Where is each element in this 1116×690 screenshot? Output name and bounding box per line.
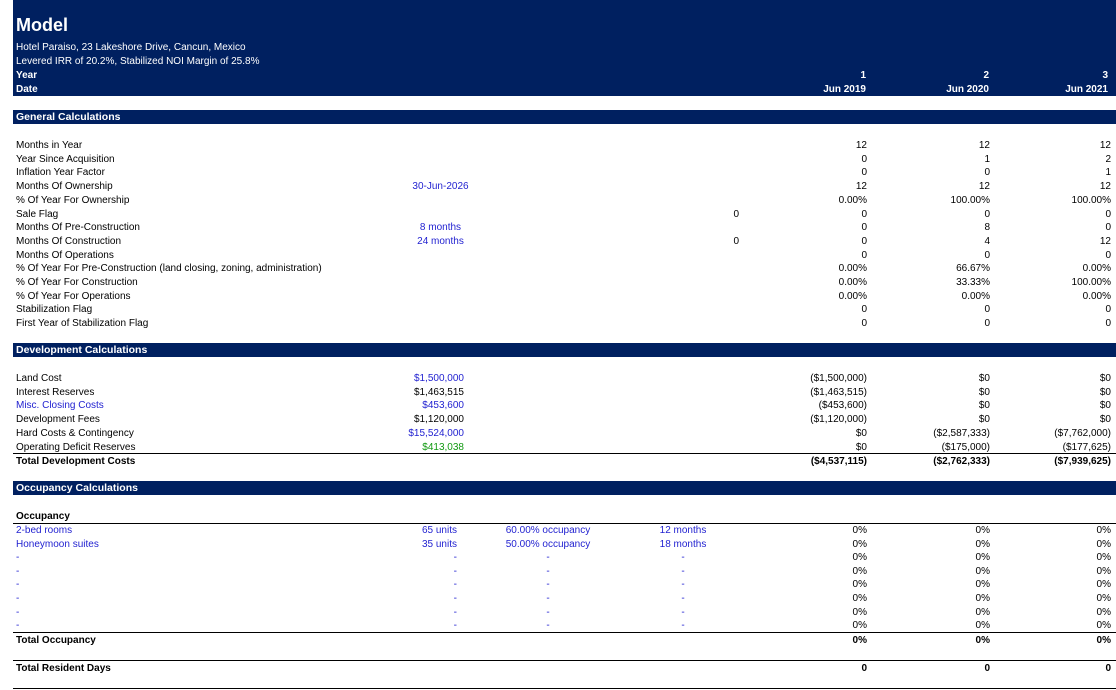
year-2-value[interactable]: 0	[984, 663, 990, 674]
row-label: % Of Year For Construction	[16, 277, 138, 288]
year-2-value[interactable]: ($2,587,333)	[933, 427, 990, 439]
year-1-value[interactable]: 0%	[852, 606, 867, 618]
total-divider	[13, 453, 1116, 454]
months-input[interactable]: 18 months	[659, 538, 707, 550]
row-label: % Of Year For Pre-Construction (land closing, zoning, administration)	[16, 263, 322, 275]
occupancy-input[interactable]: -	[546, 620, 550, 632]
year-3-value[interactable]: ($7,762,000)	[1054, 427, 1111, 439]
year-1-value[interactable]: 12	[855, 181, 867, 193]
units-input[interactable]: -	[453, 565, 457, 577]
year-2-value[interactable]: 0%	[975, 525, 990, 536]
row-label: Total Occupancy	[16, 635, 96, 646]
year-2-value[interactable]: ($2,762,333)	[933, 456, 990, 467]
year-1-value[interactable]: 0.00%	[838, 290, 867, 302]
months-input[interactable]: -	[681, 552, 685, 564]
return-metrics: Levered IRR of 20.2%, Stabilized NOI Margin of 25.8%	[16, 56, 260, 67]
room-type-label[interactable]: -	[16, 565, 20, 577]
subheading-label: Occupancy	[16, 511, 70, 522]
occupancy-row[interactable]	[13, 606, 1116, 619]
input-value[interactable]: $1,500,000	[413, 373, 464, 384]
year-2-value[interactable]: 0	[984, 208, 990, 220]
year-2-value[interactable]: 0%	[975, 538, 990, 550]
row-label: Total Development Costs	[16, 456, 136, 467]
development-row[interactable]	[13, 413, 1116, 426]
row-label: Months Of Pre-Construction	[16, 222, 140, 234]
total-resident-days-row[interactable]	[13, 662, 1116, 675]
general-row[interactable]	[13, 290, 1116, 303]
months-input[interactable]: -	[681, 593, 685, 604]
room-type-label[interactable]: 2-bed rooms	[16, 525, 73, 536]
year-3-value[interactable]: 0%	[1096, 538, 1111, 550]
months-input[interactable]: -	[681, 620, 685, 632]
room-type-label[interactable]: -	[16, 579, 20, 591]
room-type-label[interactable]: -	[16, 620, 20, 632]
general-row[interactable]	[13, 276, 1116, 289]
row-label: Total Resident Days	[16, 663, 111, 674]
occupancy-input[interactable]: -	[546, 606, 550, 618]
year-3-value[interactable]: ($7,939,625)	[1054, 456, 1111, 467]
occupancy-input[interactable]: -	[546, 565, 550, 577]
year-3-value[interactable]: $0	[1099, 400, 1111, 412]
occupancy-input[interactable]: -	[546, 552, 550, 564]
occupancy-row[interactable]	[13, 551, 1116, 564]
resident-days-divider	[13, 660, 1116, 661]
year-2-value[interactable]: 0%	[975, 606, 990, 618]
section-title: Occupancy Calculations	[16, 482, 138, 494]
year-1-value[interactable]: ($1,500,000)	[810, 373, 867, 384]
year-3-value[interactable]: 12	[1099, 181, 1111, 193]
year-3-value[interactable]: 0%	[1096, 552, 1111, 564]
year-1-value[interactable]: 0	[861, 153, 867, 165]
year-2-value[interactable]: $0	[978, 373, 990, 384]
year-2-value[interactable]: 12	[978, 140, 990, 151]
development-row[interactable]	[13, 372, 1116, 385]
general-row[interactable]	[13, 221, 1116, 234]
year-1-value[interactable]: 0%	[852, 538, 867, 550]
year-2-value[interactable]: 0	[984, 167, 990, 179]
year-3-value[interactable]: $0	[1099, 373, 1111, 384]
date-3-header[interactable]: Jun 2021	[1065, 84, 1108, 95]
occupancy-row[interactable]	[13, 619, 1116, 632]
year-2-value[interactable]: 0%	[975, 579, 990, 591]
occupancy-input[interactable]: 50.00% occupancy	[505, 538, 591, 550]
year-2-value[interactable]: 8	[984, 222, 990, 234]
input-value[interactable]: $453,600	[422, 400, 464, 412]
section-general-calculations[interactable]	[13, 110, 1116, 124]
general-row[interactable]	[13, 235, 1116, 248]
development-row[interactable]	[13, 399, 1116, 412]
year-1-header[interactable]: 1	[860, 70, 866, 81]
row-label: Hard Costs & Contingency	[16, 427, 134, 439]
date-1-header[interactable]: Jun 2019	[823, 84, 866, 95]
year-3-value[interactable]: 0	[1105, 318, 1111, 330]
occupancy-row[interactable]	[13, 578, 1116, 591]
year-3-value[interactable]: 0%	[1096, 565, 1111, 577]
year-3-value[interactable]: 0.00%	[1082, 263, 1111, 275]
year-1-value[interactable]: $0	[855, 427, 867, 439]
year-1-value[interactable]: ($1,120,000)	[810, 414, 867, 426]
model-header	[13, 0, 1116, 96]
general-row[interactable]	[13, 180, 1116, 193]
units-input[interactable]: -	[453, 552, 457, 564]
year-2-value[interactable]: 33.33%	[956, 277, 990, 288]
general-row[interactable]	[13, 208, 1116, 221]
year-1-value[interactable]: 0	[861, 663, 867, 674]
year-3-header[interactable]: 3	[1102, 70, 1108, 81]
row-label: % Of Year For Operations	[16, 290, 131, 302]
year-1-value[interactable]: 0.00%	[838, 194, 867, 206]
year-3-value[interactable]: 12	[1099, 140, 1111, 151]
year-2-value[interactable]: 0	[984, 249, 990, 261]
occupancy-subheading	[13, 510, 1116, 523]
row-label: Months Of Construction	[16, 235, 122, 247]
occupancy-row[interactable]	[13, 592, 1116, 605]
year-1-value[interactable]: ($4,537,115)	[810, 456, 867, 467]
year-3-value[interactable]: 0	[1105, 249, 1111, 261]
occupancy-row[interactable]	[13, 565, 1116, 578]
year-3-value[interactable]: 0%	[1096, 525, 1111, 536]
year-1-value[interactable]: 0	[861, 167, 867, 179]
year-3-value[interactable]: 0.00%	[1082, 290, 1111, 302]
year-label: Year	[16, 70, 38, 81]
year-3-value[interactable]: $0	[1099, 386, 1111, 398]
year-1-value[interactable]: $0	[855, 441, 867, 453]
input-value[interactable]: 8 months	[419, 222, 462, 234]
year-2-value[interactable]: 0%	[975, 620, 990, 632]
year-3-value[interactable]: 0%	[1096, 620, 1111, 632]
units-input[interactable]: -	[453, 606, 457, 618]
year-1-value[interactable]: 0%	[852, 620, 867, 632]
year-3-value[interactable]: ($177,625)	[1062, 441, 1111, 453]
year-1-value[interactable]: 0%	[852, 579, 867, 591]
year-1-value[interactable]: 0%	[852, 552, 867, 564]
units-input[interactable]: -	[453, 593, 457, 604]
months-input[interactable]: 12 months	[659, 525, 707, 536]
year-1-value[interactable]: 0	[861, 318, 867, 330]
year-2-value[interactable]: 100.00%	[950, 194, 990, 206]
year-2-value[interactable]: 1	[984, 153, 990, 165]
section-title: General Calculations	[16, 111, 121, 123]
input-value[interactable]: $1,120,000	[413, 414, 464, 426]
months-input[interactable]: -	[681, 565, 685, 577]
date-label: Date	[16, 84, 38, 95]
property-address: Hotel Paraiso, 23 Lakeshore Drive, Cancun, Mexico	[16, 42, 246, 53]
row-label: Year Since Acquisition	[16, 153, 115, 165]
year-1-value[interactable]: 0	[861, 208, 867, 220]
year-2-value[interactable]: 12	[978, 181, 990, 193]
room-type-label[interactable]: -	[16, 593, 20, 604]
input-value[interactable]: $1,463,515	[413, 386, 464, 398]
section-development-calculations[interactable]	[13, 343, 1116, 357]
general-row[interactable]	[13, 139, 1116, 152]
year-1-value[interactable]: 0	[861, 235, 867, 247]
development-row[interactable]	[13, 386, 1116, 399]
year-1-value[interactable]: 12	[855, 140, 867, 151]
section-occupancy-calculations[interactable]	[13, 481, 1116, 495]
general-row[interactable]	[13, 262, 1116, 275]
room-type-label[interactable]: -	[16, 606, 20, 618]
year-1-value[interactable]: 0.00%	[838, 277, 867, 288]
year-3-value[interactable]: 0	[1105, 222, 1111, 234]
year-3-value[interactable]: $0	[1099, 414, 1111, 426]
year-1-value[interactable]: 0	[861, 222, 867, 234]
row-label: Development Fees	[16, 414, 100, 426]
section-title: Development Calculations	[16, 344, 148, 356]
months-input[interactable]: -	[681, 606, 685, 618]
row-label: Operating Deficit Reserves	[16, 441, 136, 453]
year-1-value[interactable]: 0%	[852, 565, 867, 577]
general-row[interactable]	[13, 317, 1116, 330]
year-1-value[interactable]: 0	[861, 249, 867, 261]
room-type-label[interactable]: Honeymoon suites	[16, 538, 99, 550]
occupancy-input[interactable]: -	[546, 593, 550, 604]
year-3-value[interactable]: 0	[1105, 663, 1111, 674]
occupancy-input[interactable]: 60.00% occupancy	[505, 525, 591, 536]
development-row[interactable]	[13, 427, 1116, 440]
year-3-value[interactable]: 0%	[1096, 635, 1111, 646]
row-label: Inflation Year Factor	[16, 167, 105, 179]
general-row[interactable]	[13, 303, 1116, 316]
year-3-value[interactable]: 0%	[1096, 593, 1111, 604]
year-2-value[interactable]: 0.00%	[961, 290, 990, 302]
general-row[interactable]	[13, 249, 1116, 262]
flag-value[interactable]: 0	[733, 208, 739, 220]
year-3-value[interactable]: 2	[1105, 153, 1111, 165]
occupancy-row[interactable]	[13, 538, 1116, 551]
bottom-divider	[13, 688, 1116, 689]
year-2-header[interactable]: 2	[983, 70, 989, 81]
row-label: Months in Year	[16, 140, 83, 151]
row-label: Interest Reserves	[16, 386, 95, 398]
row-label: Sale Flag	[16, 208, 59, 220]
row-label: First Year of Stabilization Flag	[16, 318, 149, 330]
row-label: Misc. Closing Costs	[16, 400, 104, 412]
occupancy-row[interactable]	[13, 524, 1116, 537]
units-input[interactable]: -	[453, 620, 457, 632]
year-3-value[interactable]: 100.00%	[1071, 194, 1111, 206]
year-1-value[interactable]: ($453,600)	[818, 400, 867, 412]
year-1-value[interactable]: 0.00%	[838, 263, 867, 275]
year-2-value[interactable]: ($175,000)	[941, 441, 990, 453]
year-2-value[interactable]: 0%	[975, 565, 990, 577]
year-1-value[interactable]: 0%	[852, 635, 867, 646]
year-3-value[interactable]: 1	[1105, 167, 1111, 179]
units-input[interactable]: 65 units	[421, 525, 457, 536]
general-row[interactable]	[13, 153, 1116, 166]
year-3-value[interactable]: 0%	[1096, 579, 1111, 591]
year-3-value[interactable]: 0	[1105, 208, 1111, 220]
year-2-value[interactable]: 4	[984, 235, 990, 247]
year-2-value[interactable]: 66.67%	[956, 263, 990, 275]
year-1-value[interactable]: ($1,463,515)	[810, 386, 867, 398]
input-value[interactable]: 30-Jun-2026	[412, 181, 469, 193]
months-input[interactable]: -	[681, 579, 685, 591]
room-type-label[interactable]: -	[16, 552, 20, 564]
units-input[interactable]: -	[453, 579, 457, 591]
total-occupancy-divider	[13, 632, 1116, 633]
year-2-value[interactable]: $0	[978, 414, 990, 426]
year-2-value[interactable]: 0%	[975, 635, 990, 646]
year-2-value[interactable]: 0%	[975, 593, 990, 604]
input-value[interactable]: $15,524,000	[408, 427, 464, 439]
year-2-value[interactable]: $0	[978, 386, 990, 398]
development-row[interactable]	[13, 441, 1116, 454]
date-2-header[interactable]: Jun 2020	[946, 84, 989, 95]
year-2-value[interactable]: $0	[978, 400, 990, 412]
flag-value[interactable]: 0	[733, 235, 739, 247]
year-2-value[interactable]: 0	[984, 318, 990, 330]
input-value[interactable]: $413,038	[422, 441, 464, 453]
year-3-value[interactable]: 0	[1105, 304, 1111, 316]
row-label: Stabilization Flag	[16, 304, 93, 316]
row-label: Months Of Operations	[16, 249, 114, 261]
year-2-value[interactable]: 0	[984, 304, 990, 316]
year-1-value[interactable]: 0%	[852, 593, 867, 604]
page-title: Model	[16, 15, 68, 35]
year-3-value[interactable]: 100.00%	[1071, 277, 1111, 288]
year-1-value[interactable]: 0	[861, 304, 867, 316]
year-2-value[interactable]: 0%	[975, 552, 990, 564]
year-3-value[interactable]: 12	[1099, 235, 1111, 247]
general-row[interactable]	[13, 194, 1116, 207]
row-label: % Of Year For Ownership	[16, 194, 130, 206]
row-label: Months Of Ownership	[16, 181, 113, 193]
row-label: Land Cost	[16, 373, 62, 384]
occupancy-input[interactable]: -	[546, 579, 550, 591]
units-input[interactable]: 35 units	[421, 538, 457, 550]
input-value[interactable]: 24 months	[417, 235, 464, 247]
year-3-value[interactable]: 0%	[1096, 606, 1111, 618]
general-row[interactable]	[13, 166, 1116, 179]
total-occupancy-row[interactable]	[13, 634, 1116, 647]
year-1-value[interactable]: 0%	[852, 525, 867, 536]
total-development-costs-row[interactable]	[13, 455, 1116, 468]
